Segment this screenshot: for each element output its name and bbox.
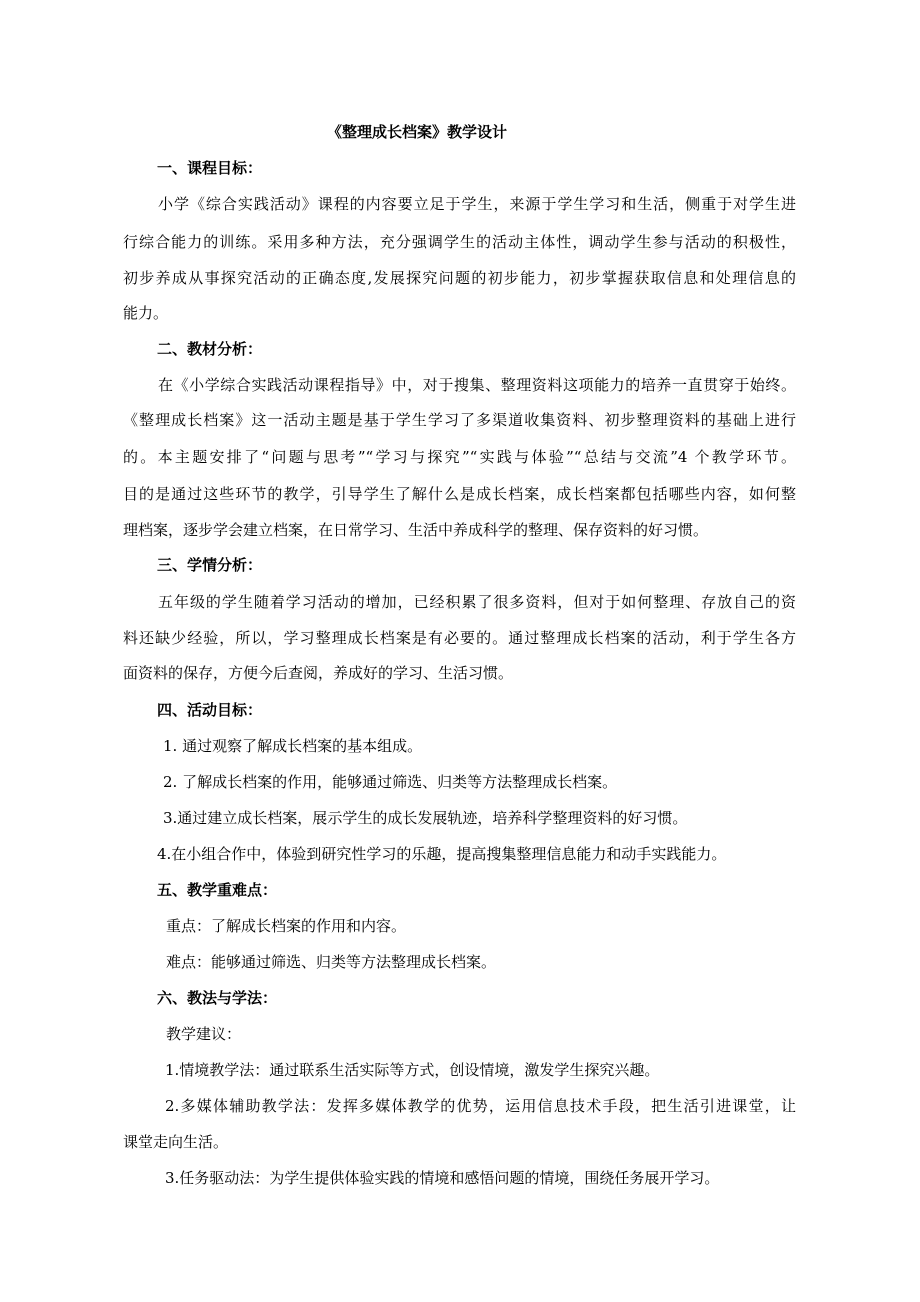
section-heading-key-points: 五、教学重难点： — [157, 881, 278, 899]
list-item: 3.通过建立成长档案，展示学生的成长发展轨迹，培养科学整理资料的好习惯。 — [163, 809, 688, 827]
list-item: 2. 了解成长档案的作用，能够通过筛选、归类等方法整理成长档案。 — [163, 773, 618, 791]
difficult-point: 难点：能够通过筛选、归类等方法整理成长档案。 — [166, 953, 497, 971]
paragraph-line: 在《小学综合实践活动课程指导》中，对于搜集、整理资料这项能力的培养一直贯穿于始终。 — [158, 376, 796, 394]
list-item: 1.情境教学法：通过联系生活实际等方式，创设情境，激发学生探究兴趣。 — [165, 1061, 660, 1079]
methods-intro: 教学建议： — [166, 1025, 242, 1043]
paragraph-line: 料还缺少经验，所以，学习整理成长档案是有必要的。通过整理成长档案的活动，利于学生各方 — [123, 629, 796, 647]
paragraph-line: 小学《综合实践活动》课程的内容要立足于学生，来源于学生学习和生活，侧重于对学生进 — [158, 195, 796, 213]
key-point: 重点：了解成长档案的作用和内容。 — [166, 917, 407, 935]
paragraph-line: 五年级的学生随着学习活动的增加，已经积累了很多资料，但对于如何整理、存放自己的资 — [158, 593, 796, 611]
list-item: 1. 通过观察了解成长档案的基本组成。 — [163, 737, 423, 755]
paragraph-line: 初步养成从事探究活动的正确态度,发展探究问题的初步能力，初步掌握获取信息和处理信息的 — [123, 269, 796, 287]
document-title: 《整理成长档案》教学设计 — [327, 123, 508, 141]
section-heading-methods: 六、教法与学法： — [157, 989, 278, 1007]
section-heading-course-goals: 一、课程目标： — [157, 159, 263, 177]
section-heading-material-analysis: 二、教材分析： — [157, 340, 263, 358]
paragraph-line: 能力。 — [123, 304, 169, 322]
paragraph-line: 的。本主题安排了“问题与思考”“学习与探究”“实践与体验”“总结与交流”4 个教学环节。 — [123, 448, 796, 466]
list-item: 2.多媒体辅助教学法：发挥多媒体教学的优势，运用信息技术手段，把生活引进课堂，让 — [165, 1097, 796, 1115]
list-item: 3.任务驱动法：为学生提供体验实践的情境和感悟问题的情境，围绕任务展开学习。 — [165, 1169, 720, 1187]
section-heading-learner-analysis: 三、学情分析： — [157, 556, 263, 574]
paragraph-line: 面资料的保存，方便今后查阅，养成好的学习、生活习惯。 — [123, 664, 514, 682]
paragraph-line: 行综合能力的训练。采用多种方法，充分强调学生的活动主体性，调动学生参与活动的积极性， — [123, 233, 796, 251]
paragraph-line: 理档案，逐步学会建立档案，在日常学习、生活中养成科学的整理、保存资料的好习惯。 — [123, 521, 709, 539]
paragraph-line: 《整理成长档案》这一活动主题是基于学生学习了多渠道收集资料、初步整理资料的基础上进行 — [123, 411, 796, 429]
paragraph-line: 课堂走向生活。 — [123, 1133, 229, 1151]
list-item: 4.在小组合作中，体验到研究性学习的乐趣，提高搜集整理信息能力和动手实践能力。 — [157, 845, 727, 863]
section-heading-activity-goals: 四、活动目标： — [157, 701, 263, 719]
paragraph-line: 目的是通过这些环节的教学，引导学生了解什么是成长档案，成长档案都包括哪些内容，如何整 — [123, 485, 796, 503]
